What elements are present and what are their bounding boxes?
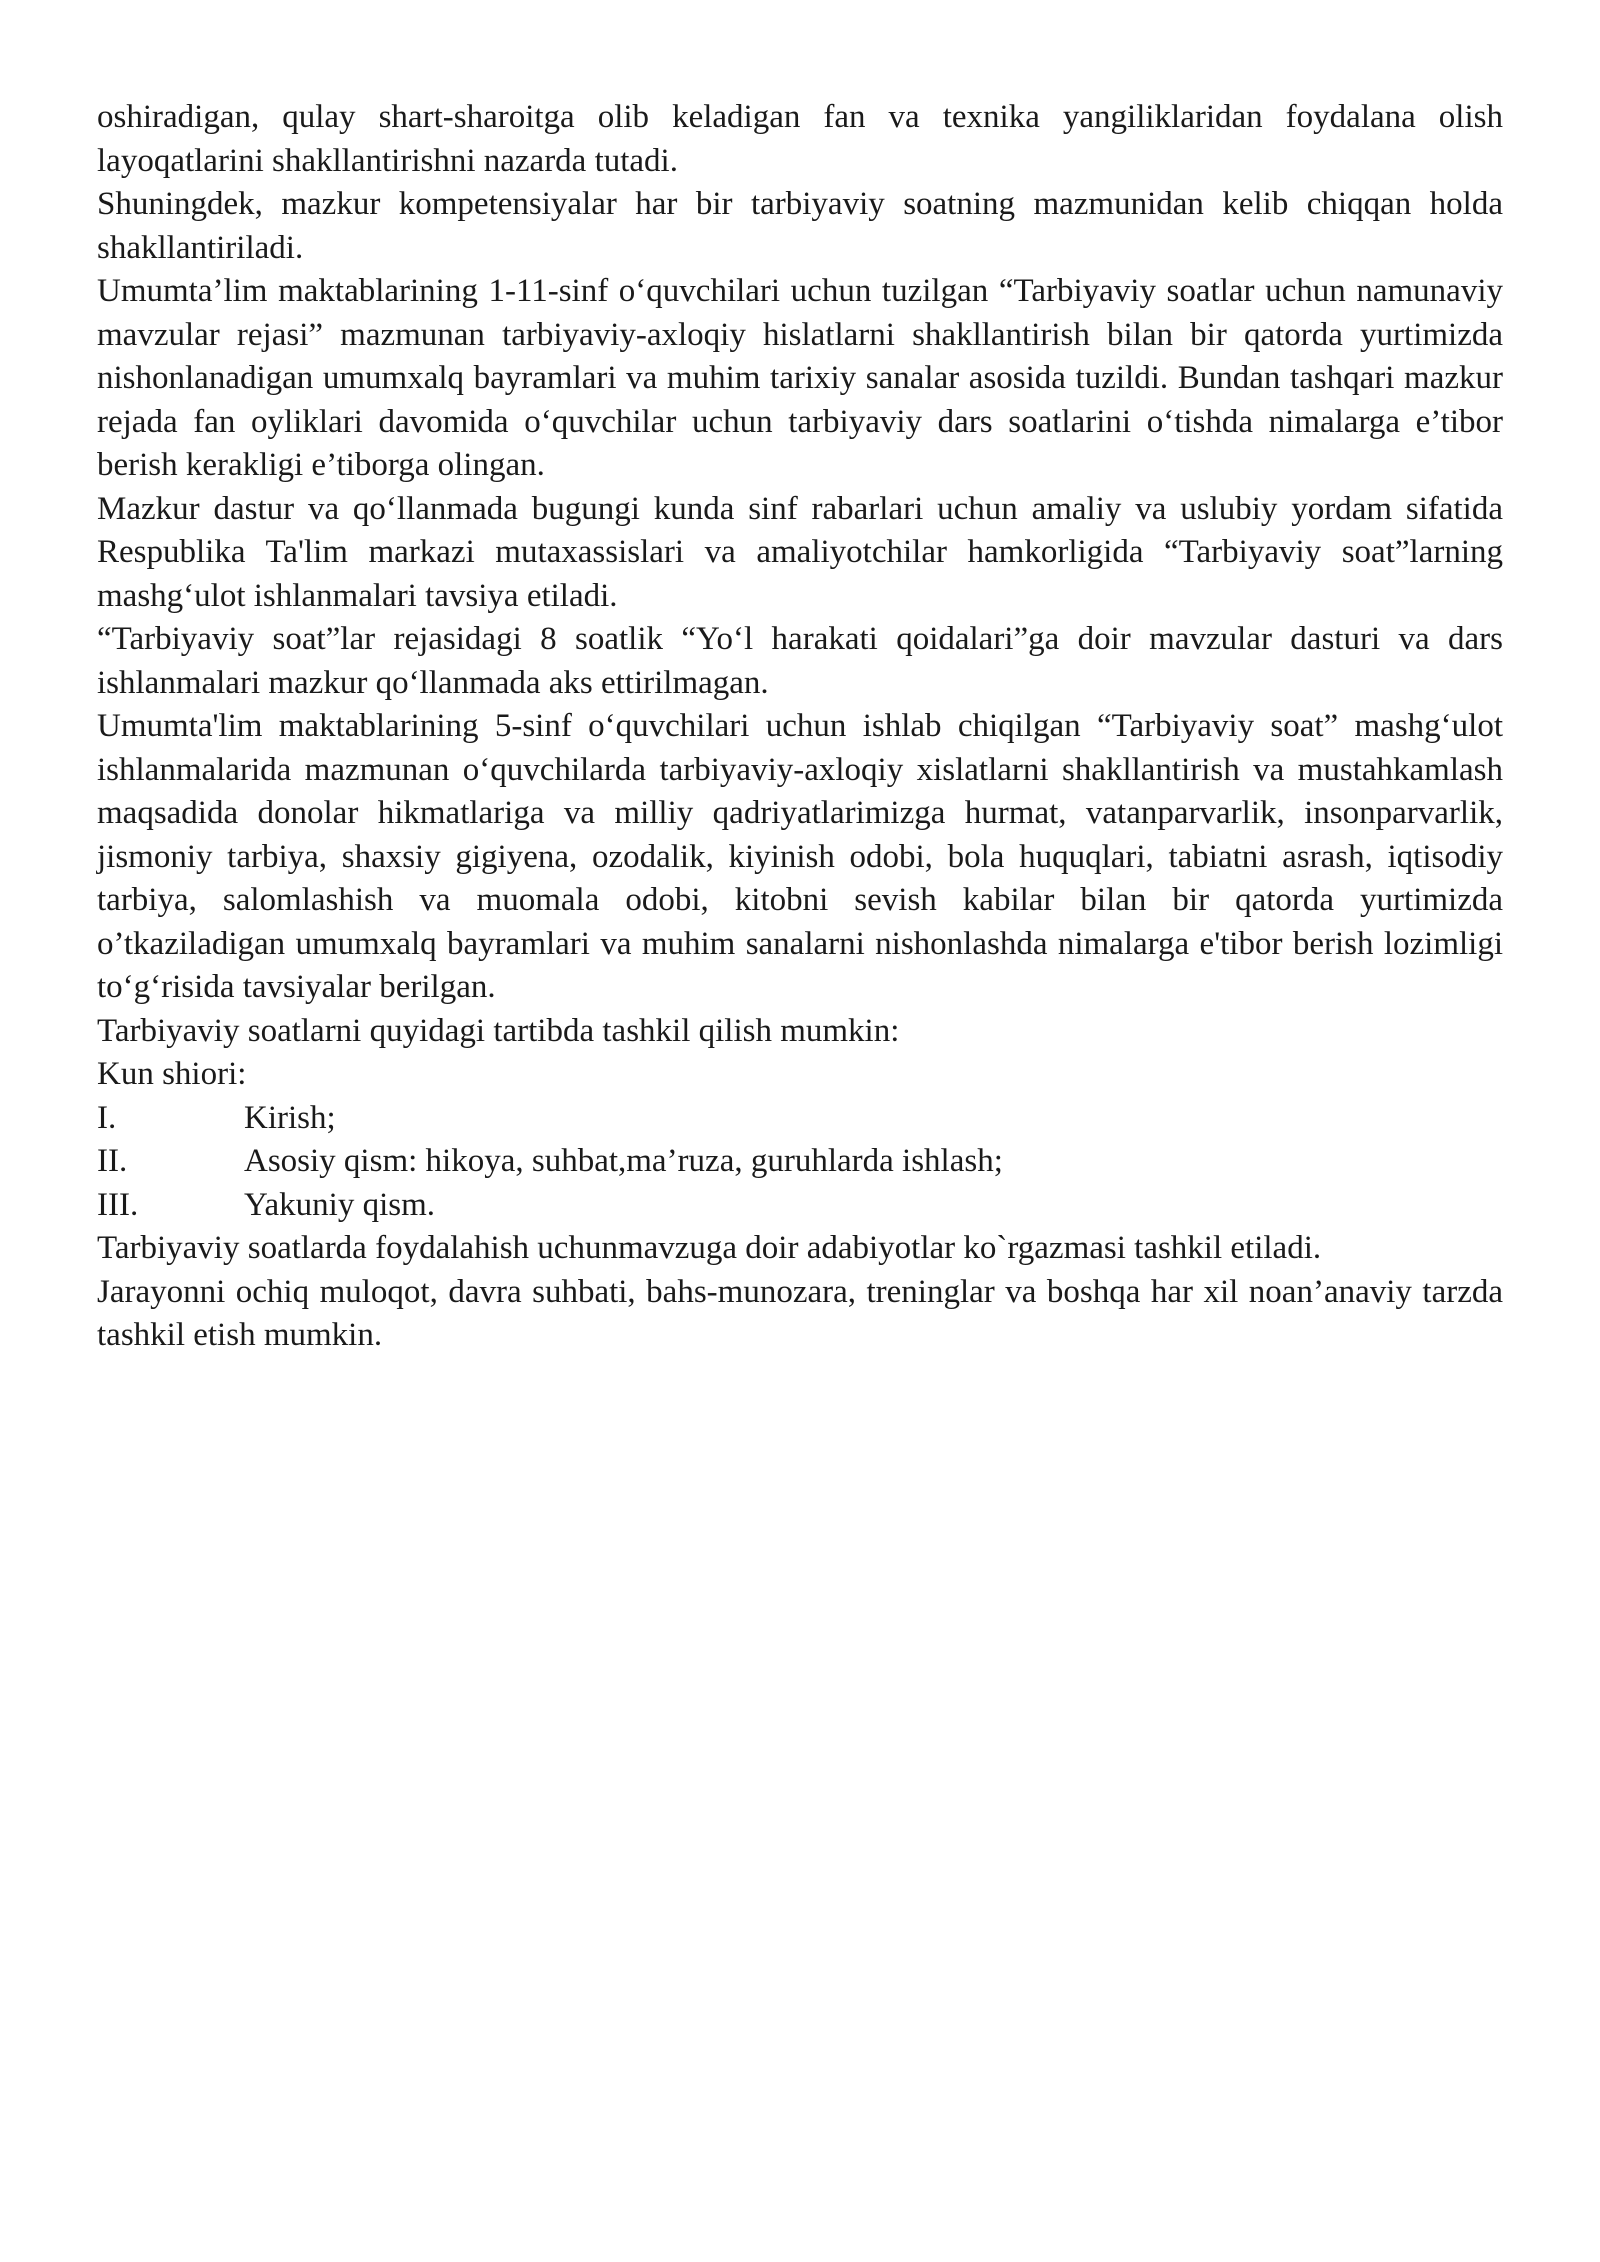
paragraph-3: Umumta’lim maktablarining 1-11-sinf o‘quvchilari uchun tuzilgan “Tarbiyaviy soatlar uchun namunaviy mavzular rejasi” mazmunan tarbiyaviy-axloqiy hislatlarni shakllantirish bilan bir qatorda yurtimizda nishonlanadigan umumxalq bayramlari va muhim tarixiy sanalar asosida tuzildi. Bundan tashqari mazkur rejada fan oyliklari davomida o‘quvchilar uchun tarbiyaviy dars soatlarini o‘tishda nimalarga e’tibor berish kerakligi e’tiborga olingan. xyxy=(97,273,1503,483)
step-item-1 xyxy=(97,1097,1503,1141)
document-page xyxy=(97,96,1503,1358)
intro-line: Tarbiyaviy soatlarni quyidagi tartibda tashkil qilish mumkin: xyxy=(97,1012,900,1049)
step-item-2 xyxy=(97,1140,1503,1184)
closing-paragraph-1: Tarbiyaviy soatlarda foydalahish uchunmavzuga doir adabiyotlar ko`rgazmasi tashkil etiladi. xyxy=(97,1230,1322,1266)
paragraph-1: oshiradigan, qulay shart-sharoitga olib keladigan fan va texnika yangiliklaridan foydalana olish layoqatlarini shakllantirishni nazarda tutadi. xyxy=(97,99,1503,179)
step-item-3 xyxy=(97,1184,1503,1228)
closing-paragraph-2: Jarayonni ochiq muloqot, davra suhbati, bahs-munozara, treninglar va boshqa har xil noan’anaviy tarzda tashkil etish mumkin. xyxy=(97,1273,1503,1353)
paragraph-4: Mazkur dastur va qo‘llanmada bugungi kunda sinf rabarlari uchun amaliy va uslubiy yordam sifatida Respublika Ta'lim markazi mutaxassislari va amaliyotchilar hamkorligida “Tarbiyaviy soat”larning mashg‘ulot ishlanmalari tavsiya etiladi. xyxy=(97,490,1503,614)
motto-label: Kun shiori: xyxy=(97,1056,247,1092)
step-text: Yakuniy qism. xyxy=(244,1186,436,1223)
step-text: Kirish; xyxy=(244,1099,336,1136)
step-number: II. xyxy=(97,1143,128,1179)
paragraph-5: “Tarbiyaviy soat”lar rejasidagi 8 soatlik “Yo‘l harakati qoidalari”ga doir mavzular dasturi va dars ishlanmalari mazkur qo‘llanmada aks ettirilmagan. xyxy=(97,621,1503,701)
step-number: III. xyxy=(97,1186,139,1223)
paragraph-6: Umumta'lim maktablarining 5-sinf o‘quvchilari uchun ishlab chiqilgan “Tarbiyaviy soat” mashg‘ulot ishlanmalarida mazmunan o‘quvchilarda tarbiyaviy-axloqiy xislatlarni shakllantirish va mustahkamlash maqsadida donolar hikmatlariga va milliy qadriyatlarimizga hurmat, vatanparvarlik, insonparvarlik, jismoniy tarbiya, shaxsiy gigiyena, ozodalik, kiyinish odobi, bola huquqlari, tabiatni asrash, iqtisodiy tarbiya, salomlashish va muomala odobi, kitobni sevish kabilar bilan bir qatorda yurtimizda o’tkaziladigan umumxalq bayramlari va muhim sanalarni nishonlashda nimalarga e'tibor berish lozimligi to‘g‘risida tavsiyalar berilgan. xyxy=(97,708,1503,1005)
step-number: I. xyxy=(97,1099,117,1136)
paragraph-2: Shuningdek, mazkur kompetensiyalar har bir tarbiyaviy soatning mazmunidan kelib chiqqan holda shakllantiriladi. xyxy=(97,186,1503,266)
step-text: Asosiy qism: hikoya, suhbat,ma’ruza, guruhlarda ishlash; xyxy=(244,1143,1003,1179)
